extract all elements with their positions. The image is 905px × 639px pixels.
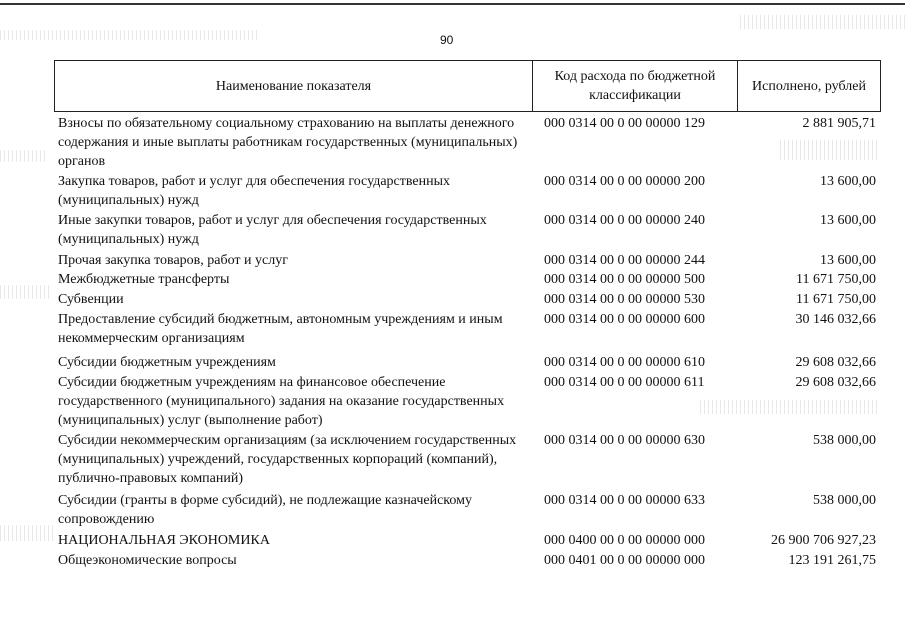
row-code: 000 0314 00 0 00 00000 240 (544, 213, 705, 228)
header-name: Наименование показателя (55, 61, 533, 111)
row-value: 13 600,00 (820, 253, 876, 268)
row-value: 11 671 750,00 (796, 272, 876, 287)
row-code: 000 0314 00 0 00 00000 600 (544, 312, 705, 327)
row-value: 13 600,00 (820, 213, 876, 228)
row-name: Субсидии бюджетным учреждениям (58, 355, 276, 370)
row-value: 29 608 032,66 (795, 375, 876, 390)
row-name: Общеэкономические вопросы (58, 553, 237, 568)
row-value: 538 000,00 (813, 433, 876, 448)
row-value: 538 000,00 (813, 493, 876, 508)
scan-noise (700, 400, 880, 414)
row-code: 000 0314 00 0 00 00000 500 (544, 272, 705, 287)
row-name: Субсидии (гранты в форме субсидий), не подлежащие казначейскому сопровождению (58, 493, 472, 527)
header-value: Исполнено, рублей (752, 78, 866, 94)
row-name: Иные закупки товаров, работ и услуг для обеспечения государственных (муниципальных) нужд (58, 213, 487, 247)
scan-noise (780, 140, 880, 160)
row-code: 000 0400 00 0 00 00000 000 (544, 533, 705, 548)
row-value: 11 671 750,00 (796, 292, 876, 307)
table-header (54, 60, 881, 112)
scan-noise (0, 30, 260, 40)
row-code: 000 0314 00 0 00 00000 129 (544, 116, 705, 131)
row-name: Прочая закупка товаров, работ и услуг (58, 253, 288, 268)
row-name: Субсидии бюджетным учреждениям на финансовое обеспечение государственного (муниципального) задания на оказание государственных (муниципальных) услуг (выполнение работ) (58, 375, 505, 428)
row-code: 000 0314 00 0 00 00000 200 (544, 174, 705, 189)
row-name: Субсидии некоммерческим организациям (за исключением государственных (муниципальных) учреждений, государственных корпораций (компаний), публично-правовых компаний) (58, 433, 517, 486)
row-code: 000 0401 00 0 00 00000 000 (544, 553, 705, 568)
row-code: 000 0314 00 0 00 00000 530 (544, 292, 705, 307)
row-value: 26 900 706 927,23 (771, 533, 876, 548)
row-code: 000 0314 00 0 00 00000 610 (544, 355, 705, 370)
row-value: 123 191 261,75 (788, 553, 876, 568)
row-code: 000 0314 00 0 00 00000 244 (544, 253, 705, 268)
row-value: 30 146 032,66 (795, 312, 876, 327)
page-number: 90 (440, 33, 454, 47)
scan-noise (740, 15, 905, 29)
scan-noise (0, 285, 50, 299)
row-name: Межбюджетные трансферты (58, 272, 230, 287)
row-code: 000 0314 00 0 00 00000 630 (544, 433, 705, 448)
header-code: Код расхода по бюджетной классификации (533, 61, 738, 111)
scan-noise (0, 150, 45, 162)
row-value: 13 600,00 (820, 174, 876, 189)
row-value: 2 881 905,71 (802, 116, 876, 131)
row-name: Субвенции (58, 292, 124, 307)
scan-noise (0, 525, 55, 541)
row-name: Взносы по обязательному социальному страхованию на выплаты денежного содержания и иные выплаты работникам государственных (муниципальных) органов (58, 116, 518, 169)
row-name: НАЦИОНАЛЬНАЯ ЭКОНОМИКА (58, 533, 270, 548)
row-code: 000 0314 00 0 00 00000 633 (544, 493, 705, 508)
row-name: Закупка товаров, работ и услуг для обеспечения государственных (муниципальных) нужд (58, 174, 451, 208)
row-value: 29 608 032,66 (795, 355, 876, 370)
top-border-line (0, 3, 905, 5)
row-name: Предоставление субсидий бюджетным, автономным учреждениям и иным некоммерческим организациям (58, 312, 503, 346)
row-code: 000 0314 00 0 00 00000 611 (544, 375, 705, 390)
